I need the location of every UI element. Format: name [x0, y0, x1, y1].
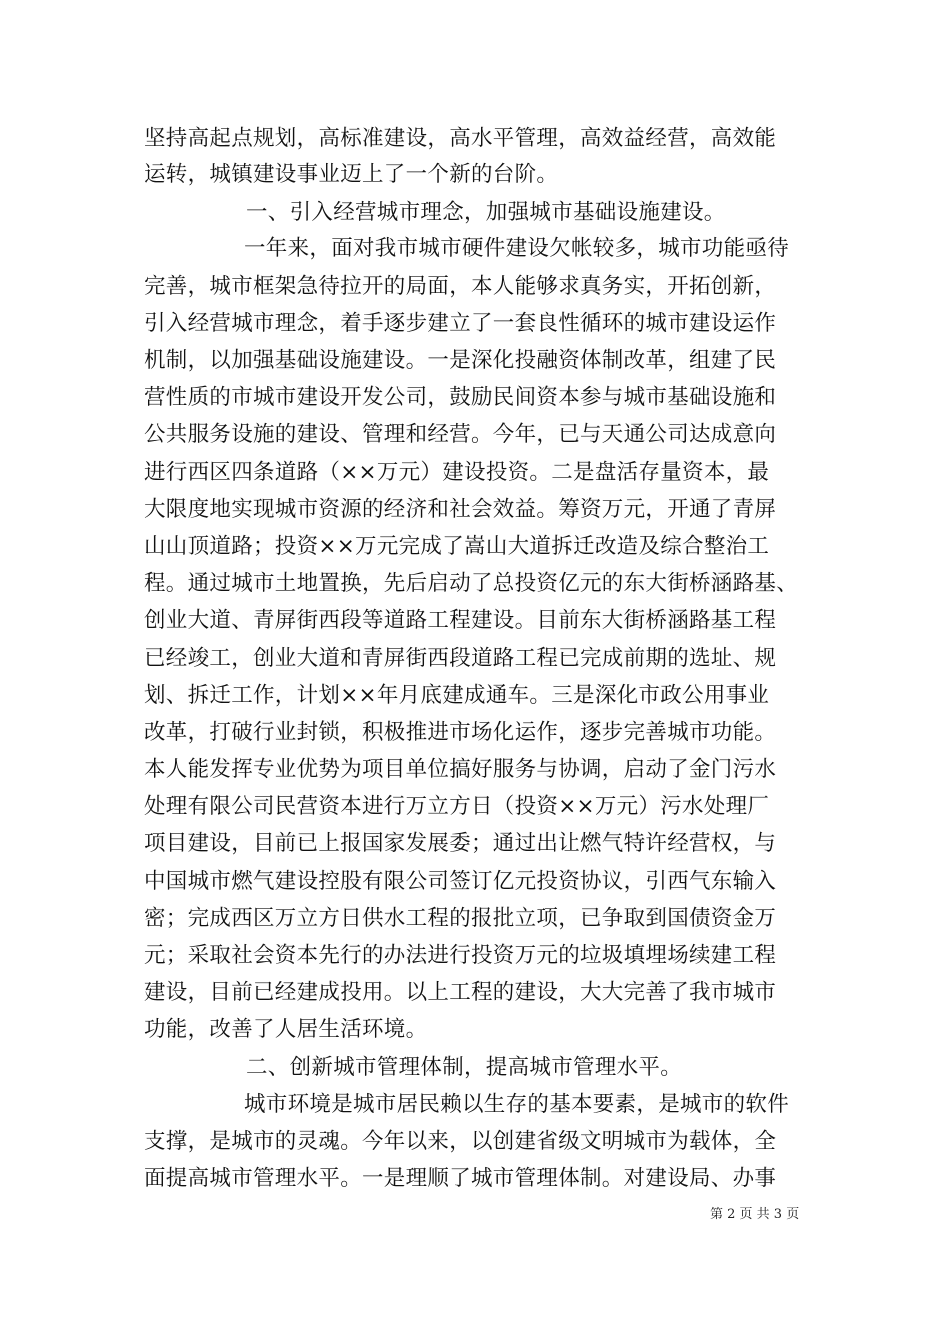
- text-line: 建设，目前已经建成投用。以上工程的建设，大大完善了我市城市: [144, 980, 777, 1005]
- section-heading: 一、引入经营城市理念，加强城市基础设施建设。: [246, 200, 726, 225]
- paragraph-first-line: 城市环境是城市居民赖以生存的基本要素，是城市的软件: [244, 1092, 790, 1117]
- text-line: 密；完成西区万立方日供水工程的报批立项，已争取到国债资金万: [144, 906, 777, 931]
- text-line: 坚持高起点规划，高标准建设，高水平管理，高效益经营，高效能: [144, 126, 777, 151]
- text-line: 进行西区四条道路（××万元）建设投资。二是盘活存量资本，最: [144, 460, 770, 485]
- text-line: 处理有限公司民营资本进行万立方日（投资××万元）污水处理厂: [144, 794, 770, 819]
- text-line: 改革，打破行业封锁，积极推进市场化运作，逐步完善城市功能。: [144, 720, 777, 745]
- text-line: 功能，改善了人居生活环境。: [144, 1017, 428, 1042]
- text-line: 已经竣工，创业大道和青屏街西段道路工程已完成前期的选址、规: [144, 646, 777, 671]
- page-footer: 第 2 页 共 3 页: [710, 1207, 800, 1222]
- section-heading: 二、创新城市管理体制，提高城市管理水平。: [246, 1055, 683, 1080]
- text-line: 面提高城市管理水平。一是理顺了城市管理体制。对建设局、办事: [144, 1166, 777, 1191]
- text-line: 创业大道、青屏街西段等道路工程建设。目前东大街桥涵路基工程: [144, 608, 777, 633]
- text-line: 公共服务设施的建设、管理和经营。今年，已与天通公司达成意向: [144, 422, 777, 447]
- text-line: 运转，城镇建设事业迈上了一个新的台阶。: [144, 162, 559, 187]
- text-line: 引入经营城市理念，着手逐步建立了一套良性循环的城市建设运作: [144, 311, 777, 336]
- paragraph-first-line: 一年来，面对我市城市硬件建设欠帐较多，城市功能亟待: [244, 236, 790, 261]
- text-line: 程。通过城市土地置换，先后启动了总投资亿元的东大街桥涵路基、: [144, 571, 799, 596]
- text-line: 大限度地实现城市资源的经济和社会效益。筹资万元，开通了青屏: [144, 497, 777, 522]
- text-line: 元；采取社会资本先行的办法进行投资万元的垃圾填埋场续建工程: [144, 943, 777, 968]
- text-line: 营性质的市城市建设开发公司，鼓励民间资本参与城市基础设施和: [144, 385, 777, 410]
- text-line: 完善，城市框架急待拉开的局面，本人能够求真务实，开拓创新，: [144, 274, 777, 299]
- text-line: 中国城市燃气建设控股有限公司签订亿元投资协议，引西气东输入: [144, 869, 777, 894]
- text-line: 机制，以加强基础设施建设。一是深化投融资体制改革，组建了民: [144, 348, 777, 373]
- text-line: 支撑，是城市的灵魂。今年以来，以创建省级文明城市为载体，全: [144, 1129, 777, 1154]
- text-line: 划、拆迁工作，计划××年月底建成通车。三是深化市政公用事业: [144, 683, 770, 708]
- text-line: 本人能发挥专业优势为项目单位搞好服务与协调，启动了金门污水: [144, 757, 777, 782]
- text-line: 山山顶道路；投资××万元完成了嵩山大道拆迁改造及综合整治工: [144, 534, 770, 559]
- text-line: 项目建设，目前已上报国家发展委；通过出让燃气特许经营权，与: [144, 831, 777, 856]
